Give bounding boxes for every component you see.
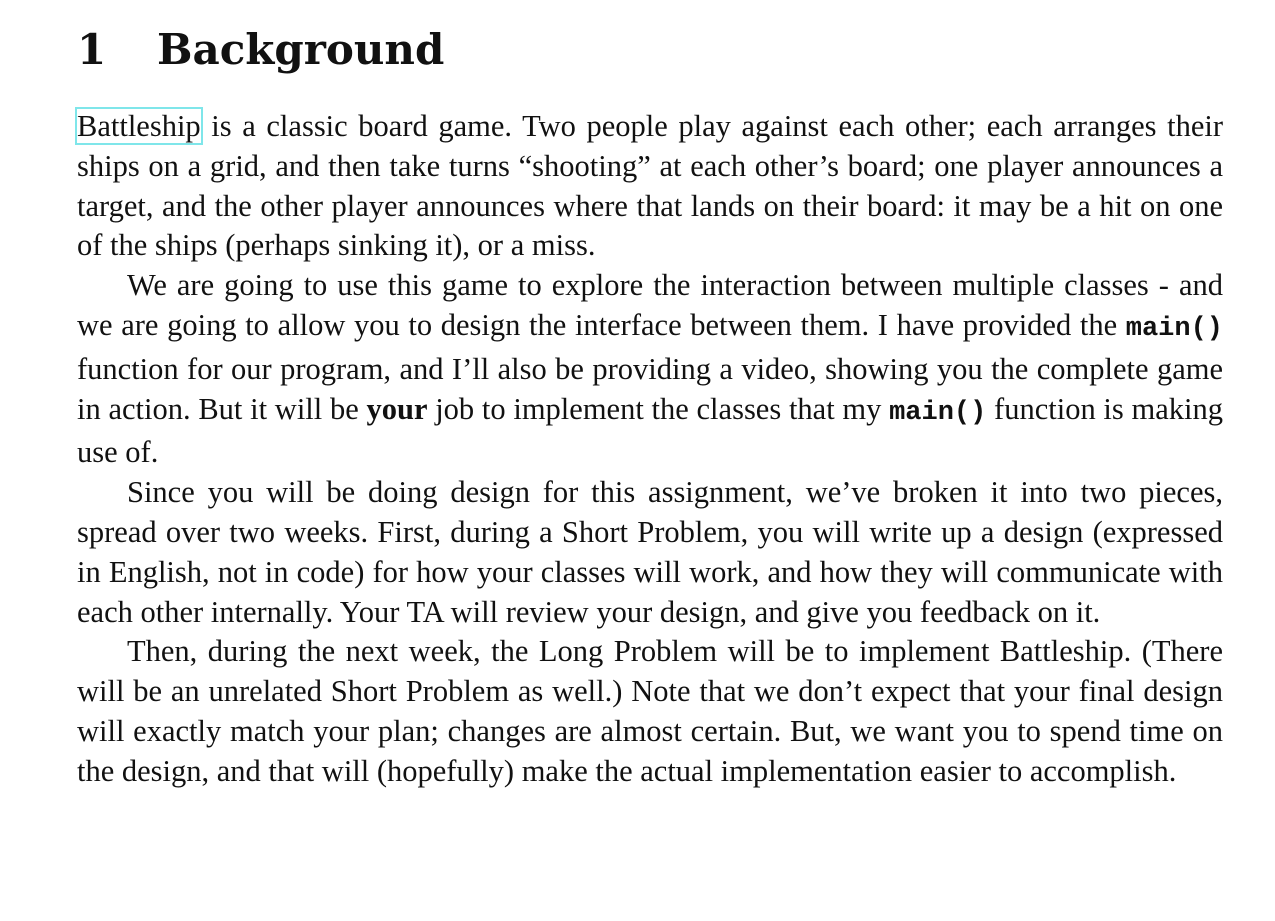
paragraph-4 <box>77 632 1223 791</box>
paragraph-2-text-d: function is making use of. <box>77 391 1223 470</box>
section-title: Background <box>157 25 445 74</box>
paragraph-3 <box>77 473 1223 632</box>
main-function-code: main() <box>1125 313 1223 344</box>
emphasis-your: your <box>366 391 428 426</box>
paragraph-3-text: Since you will be doing design for this assignment, we’ve broken it into two pieces, spread over two weeks. First, during a Short Problem, you will write up a design (expressed in English, not in code) for how your classes will work, and how they will communicate with each other internally. Your TA will review your design, and give you feedback on it. <box>77 475 1223 629</box>
paragraph-1-text: is a classic board game. Two people play against each other; each arranges their ships on a grid, and then take turns “shooting” at each other’s board; one player announces a target, and the other player announces where that lands on their board: it may be a hit on one of the ships (perhaps sinking it), or a miss. <box>77 109 1223 263</box>
paragraph-1 <box>77 107 1223 266</box>
paragraph-4-text: Then, during the next week, the Long Problem will be to implement Battleship. (There will be an unrelated Short Problem as well.) Note that we don’t expect that your final design will exactly match your plan; changes are almost certain. But, we want you to spend time on the design, and that will (hopefully) make the actual implementation easier to accomplish. <box>77 634 1223 788</box>
paragraph-2-text-c: job to implement the classes that my <box>427 391 890 426</box>
main-function-code-2: main() <box>889 397 987 428</box>
paragraph-2 <box>77 266 1223 473</box>
section-number: 1 <box>77 25 107 74</box>
section-heading <box>77 22 444 78</box>
paragraph-2-text-b: function for our program, and I’ll also be providing a video, showing you the complete game in action. But it will be <box>77 351 1223 426</box>
section-body <box>77 107 1223 792</box>
battleship-link[interactable]: Battleship <box>77 109 201 143</box>
paragraph-2-text-a: We are going to use this game to explore the interaction between multiple classes - and we are going to allow you to design the interface between them. I have provided the <box>77 268 1223 342</box>
